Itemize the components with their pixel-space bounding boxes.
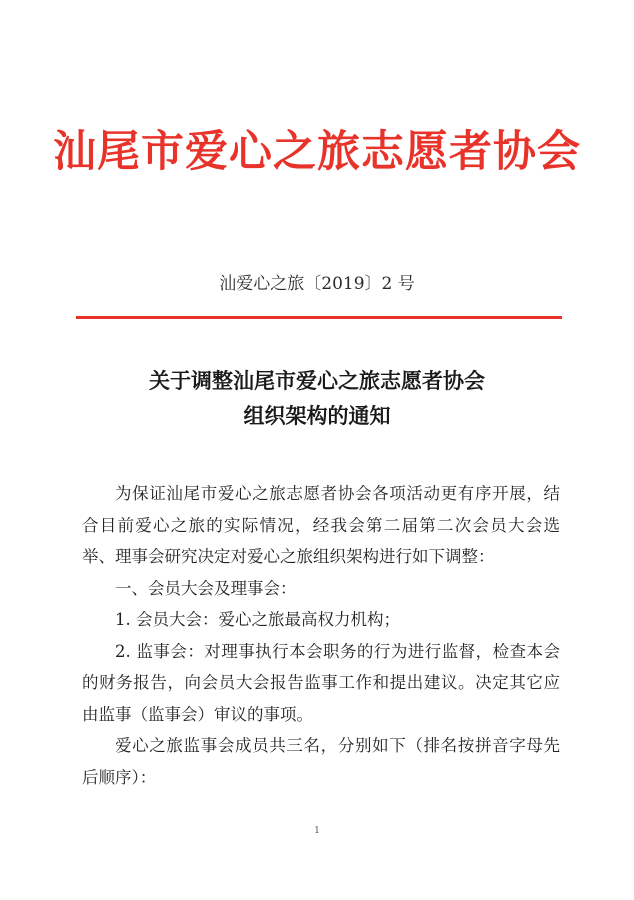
list-item-supervisory-board: 2. 监事会：对理事执行本会职务的行为进行监督，检查本会的财务报告，向会员大会报告监事工作和提出建议。决定其它应由监事（监事会）审议的事项。 — [82, 641, 560, 724]
notice-title-line-2: 组织架构的通知 — [243, 403, 391, 428]
organization-header: 汕尾市爱心之旅志愿者协会 — [53, 127, 581, 177]
list-item-general-assembly: 1. 会员大会：爱心之旅最高权力机构； — [115, 610, 400, 629]
notice-body — [82, 478, 560, 793]
page-number: 1 — [314, 826, 320, 836]
notice-title-line-1: 关于调整汕尾市爱心之旅志愿者协会 — [149, 368, 485, 393]
section-heading-1: 一、会员大会及理事会： — [115, 578, 297, 598]
intro-paragraph: 为保证汕尾市爱心之旅志愿者协会各项活动更有序开展，结合目前爱心之旅的实际情况，经我会第二届第二次会员大会选举、理事会研究决定对爱心之旅组织架构进行如下调整： — [82, 484, 560, 566]
document-number: 汕爱心之旅〔2019〕2 号 — [219, 274, 415, 294]
header-divider — [76, 316, 562, 319]
notice-title — [0, 363, 634, 433]
supervisors-paragraph: 爱心之旅监事会成员共三名，分别如下（排名按拼音字母先后顺序）： — [82, 736, 560, 787]
